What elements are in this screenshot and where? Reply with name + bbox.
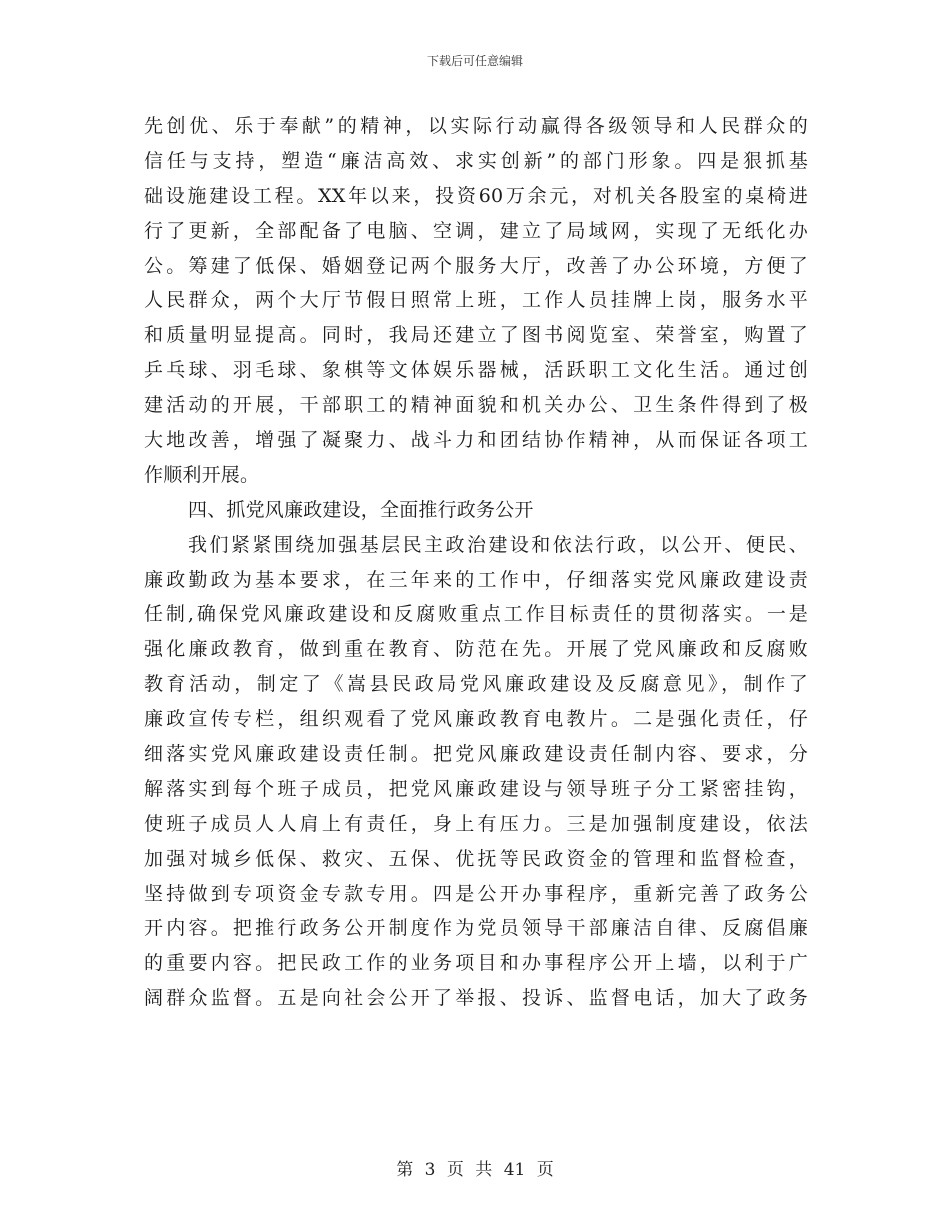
paragraph-line: 建活动的开展，干部职工的精神面貌和机关办公、卫生条件得到了极 <box>144 394 808 417</box>
section-heading: 四、抓党风廉政建设，全面推行政务公开 <box>188 498 534 521</box>
paragraph-line: 坚持做到专项资金专款专用。四是公开办事程序，重新完善了政务公 <box>144 882 808 905</box>
paragraph-line: 公。筹建了低保、婚姻登记两个服务大厅，改善了办公环境，方便了 <box>144 254 808 277</box>
paragraph-line: 细落实党风廉政建设责任制。把党风廉政建设责任制内容、要求，分 <box>144 743 808 766</box>
paragraph-line: 解落实到每个班子成员，把党风廉政建设与领导班子分工紧密挂钩， <box>144 777 808 800</box>
paragraph-line: 行了更新，全部配备了电脑、空调，建立了局域网，实现了无纸化办 <box>144 219 808 242</box>
paragraph-line: 信任与支持，塑造“廉洁高效、求实创新”的部门形象。四是狠抓基 <box>144 149 808 172</box>
paragraph-line: 加强对城乡低保、救灾、五保、优抚等民政资金的管理和监督检查， <box>144 847 808 870</box>
paragraph-line: 乒乓球、羽毛球、象棋等文体娱乐器械，活跃职工文化生活。通过创 <box>144 359 808 382</box>
page-number-footer: 第 3 页 共 41 页 <box>396 1160 554 1180</box>
paragraph-line: 任制,确保党风廉政建设和反腐败重点工作目标责任的贯彻落实。一是 <box>144 603 808 626</box>
document-body <box>144 109 808 1016</box>
paragraph-line: 础设施建设工程。XX年以来，投资60万余元，对机关各股室的桌椅进 <box>144 184 808 207</box>
paragraph-line: 和质量明显提高。同时，我局还建立了图书阅览室、荣誉室，购置了 <box>144 324 808 347</box>
paragraph-line: 人民群众，两个大厅节假日照常上班，工作人员挂牌上岗，服务水平 <box>144 289 808 312</box>
paragraph-line: 阔群众监督。五是向社会公开了举报、投诉、监督电话，加大了政务 <box>144 987 808 1010</box>
paragraph-line: 强化廉政教育，做到重在教育、防范在先。开展了党风廉政和反腐败 <box>144 638 808 661</box>
page-header: 下载后可任意编辑 <box>426 54 523 68</box>
paragraph-line: 的重要内容。把民政工作的业务项目和办事程序公开上墙，以利于广 <box>144 952 808 975</box>
paragraph-line: 作顺利开展。 <box>144 463 260 486</box>
paragraph-line: 使班子成员人人肩上有责任，身上有压力。三是加强制度建设，依法 <box>144 812 808 835</box>
paragraph-line: 开内容。把推行政务公开制度作为党员领导干部廉洁自律、反腐倡廉 <box>144 917 808 940</box>
paragraph-line: 廉政宣传专栏，组织观看了党风廉政教育电教片。二是强化责任，仔 <box>144 708 808 731</box>
paragraph-line: 教育活动，制定了《嵩县民政局党风廉政建设及反腐意见》，制作了 <box>144 673 808 696</box>
paragraph-line: 先创优、乐于奉献”的精神，以实际行动赢得各级领导和人民群众的 <box>144 115 808 137</box>
paragraph-line: 廉政勤政为基本要求，在三年来的工作中，仔细落实党风廉政建设责 <box>144 568 808 591</box>
paragraph-line: 大地改善，增强了凝聚力、战斗力和团结协作精神，从而保证各项工 <box>144 429 808 452</box>
paragraph-line: 我们紧紧围绕加强基层民主政治建设和依法行政，以公开、便民、 <box>188 533 808 556</box>
